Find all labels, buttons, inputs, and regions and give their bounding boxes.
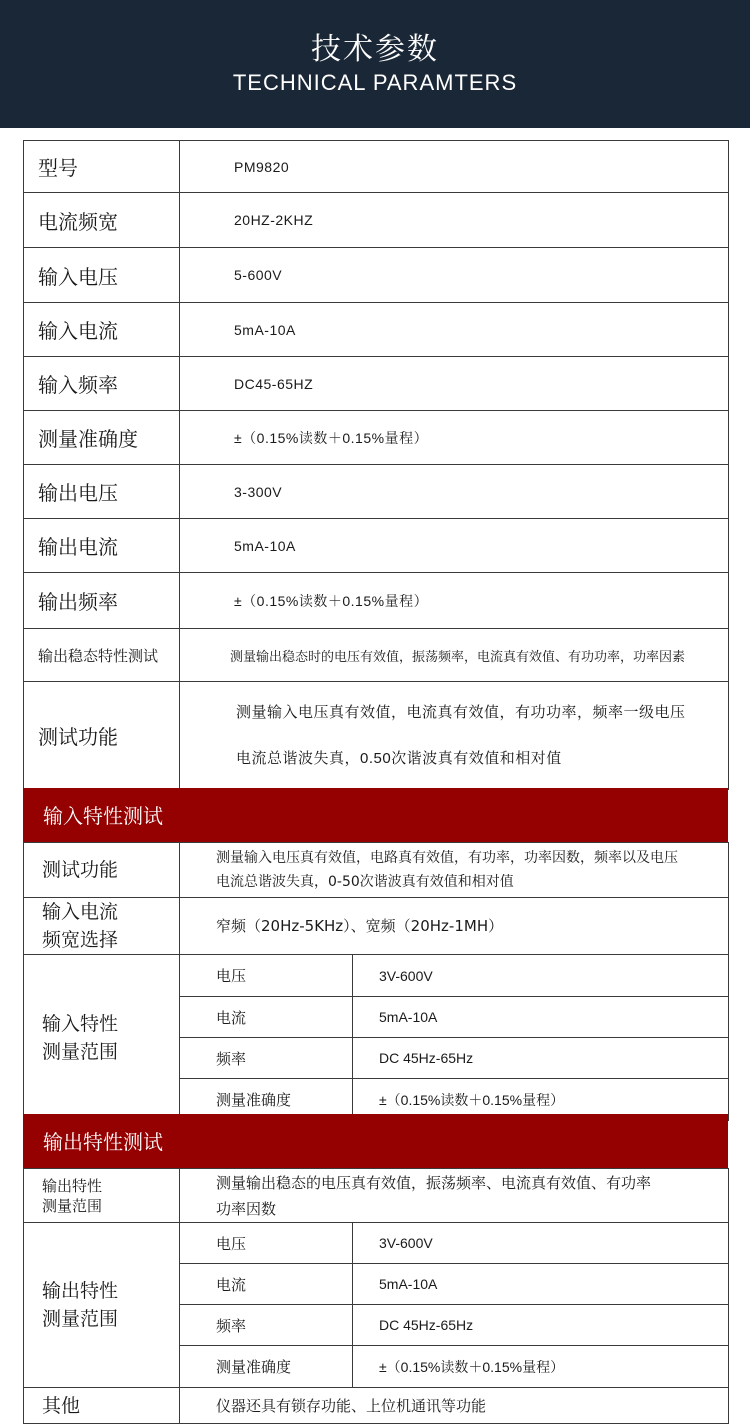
param-label: 输出电流	[24, 519, 180, 573]
param-label: 其他	[24, 1388, 180, 1424]
range-name: 频率	[180, 1305, 353, 1346]
param-label-line: 测量范围	[42, 1308, 119, 1330]
section-header-input: 输入特性测试	[23, 788, 728, 842]
param-label: 测量准确度	[24, 411, 180, 465]
param-label: 输入电流	[24, 303, 180, 357]
param-label: 输出电压	[24, 465, 180, 519]
param-label-line: 输出特性	[42, 1280, 119, 1302]
param-label-line: 频宽选择	[42, 929, 119, 951]
table-row	[24, 1169, 729, 1223]
table-row	[24, 411, 729, 465]
table-row	[24, 1223, 729, 1264]
param-value-line: 测量输出稳态的电压真有效值，振荡频率、电流真有效值、有功率	[216, 1173, 652, 1192]
table-row	[24, 629, 729, 682]
param-label	[24, 955, 180, 1121]
param-value: 5mA-10A	[180, 519, 729, 573]
param-value	[180, 1169, 729, 1223]
param-value	[180, 682, 729, 790]
param-label-line: 输入电流	[42, 901, 119, 923]
param-value-line: 电流总谐波失真，0-50次谐波真有效值和相对值	[216, 874, 514, 890]
range-value: ±（0.15%读数＋0.15%量程）	[353, 1079, 729, 1121]
param-label-line: 测量范围	[42, 1196, 103, 1215]
param-label: 输入电压	[24, 248, 180, 303]
param-value: 5mA-10A	[180, 303, 729, 357]
param-label: 电流频宽	[24, 193, 180, 248]
table-row	[24, 898, 729, 955]
table-row	[24, 955, 729, 997]
range-value: 5mA-10A	[353, 1264, 729, 1305]
param-label: 输入频率	[24, 357, 180, 411]
param-label: 测试功能	[24, 843, 180, 898]
param-label	[24, 898, 180, 955]
param-label	[24, 1169, 180, 1223]
range-name: 电流	[180, 997, 353, 1038]
param-value-line: 电流总谐波失真，0.50次谐波真有效值和相对值	[236, 749, 562, 767]
section-header-output: 输出特性测试	[23, 1114, 728, 1168]
param-label: 输出频率	[24, 573, 180, 629]
table-row	[24, 682, 729, 790]
param-value: 仪器还具有锁存功能、上位机通讯等功能	[180, 1388, 729, 1424]
range-value: 3V-600V	[353, 1223, 729, 1264]
param-value: 5-600V	[180, 248, 729, 303]
range-name: 电流	[180, 1264, 353, 1305]
param-value: PM9820	[180, 141, 729, 193]
range-name: 电压	[180, 955, 353, 997]
param-label: 测试功能	[24, 682, 180, 790]
param-label-line: 输入特性	[42, 1012, 119, 1035]
output-table	[23, 1168, 729, 1424]
range-value: ±（0.15%读数＋0.15%量程）	[353, 1346, 729, 1388]
param-value-line: 功率因数	[216, 1199, 277, 1218]
header-title-cn: 技术参数	[311, 32, 439, 67]
page-header	[0, 0, 750, 128]
table-row	[24, 843, 729, 898]
table-row	[24, 141, 729, 193]
param-value: 窄频（20Hz-5KHz）、宽频（20Hz-1MH）	[180, 898, 729, 955]
param-label: 型号	[24, 141, 180, 193]
table-row	[24, 193, 729, 248]
table-row	[24, 303, 729, 357]
range-value: DC 45Hz-65Hz	[353, 1038, 729, 1079]
param-value: 20HZ-2KHZ	[180, 193, 729, 248]
param-value-line: 测量输入电压真有效值，电路真有效值，有功率，功率因数，频率以及电压	[216, 850, 678, 866]
param-label-line: 输出特性	[42, 1176, 103, 1195]
param-value-line: 测量输入电压真有效值，电流真有效值，有功功率，频率一级电压	[236, 703, 686, 721]
param-label: 输出稳态特性测试	[24, 629, 180, 682]
input-table	[23, 842, 729, 1121]
range-name: 电压	[180, 1223, 353, 1264]
header-title-en: TECHNICAL PARAMTERS	[232, 70, 518, 95]
param-value: 3-300V	[180, 465, 729, 519]
table-row	[24, 357, 729, 411]
range-name: 频率	[180, 1038, 353, 1079]
param-value: 测量输出稳态时的电压有效值，振荡频率，电流真有效值、有功功率，功率因素	[180, 629, 729, 682]
table-row	[24, 1388, 729, 1424]
param-label-line: 测量范围	[42, 1040, 119, 1063]
tech-table	[23, 140, 729, 790]
range-value: 3V-600V	[353, 955, 729, 997]
table-row	[24, 573, 729, 629]
param-value: ±（0.15%读数＋0.15%量程）	[180, 411, 729, 465]
param-value	[180, 843, 729, 898]
table-row	[24, 248, 729, 303]
table-row	[24, 465, 729, 519]
range-name: 测量准确度	[180, 1079, 353, 1121]
range-value: DC 45Hz-65Hz	[353, 1305, 729, 1346]
range-name: 测量准确度	[180, 1346, 353, 1388]
range-value: 5mA-10A	[353, 997, 729, 1038]
param-value: DC45-65HZ	[180, 357, 729, 411]
param-label	[24, 1223, 180, 1388]
table-row	[24, 519, 729, 573]
param-value: ±（0.15%读数＋0.15%量程）	[180, 573, 729, 629]
